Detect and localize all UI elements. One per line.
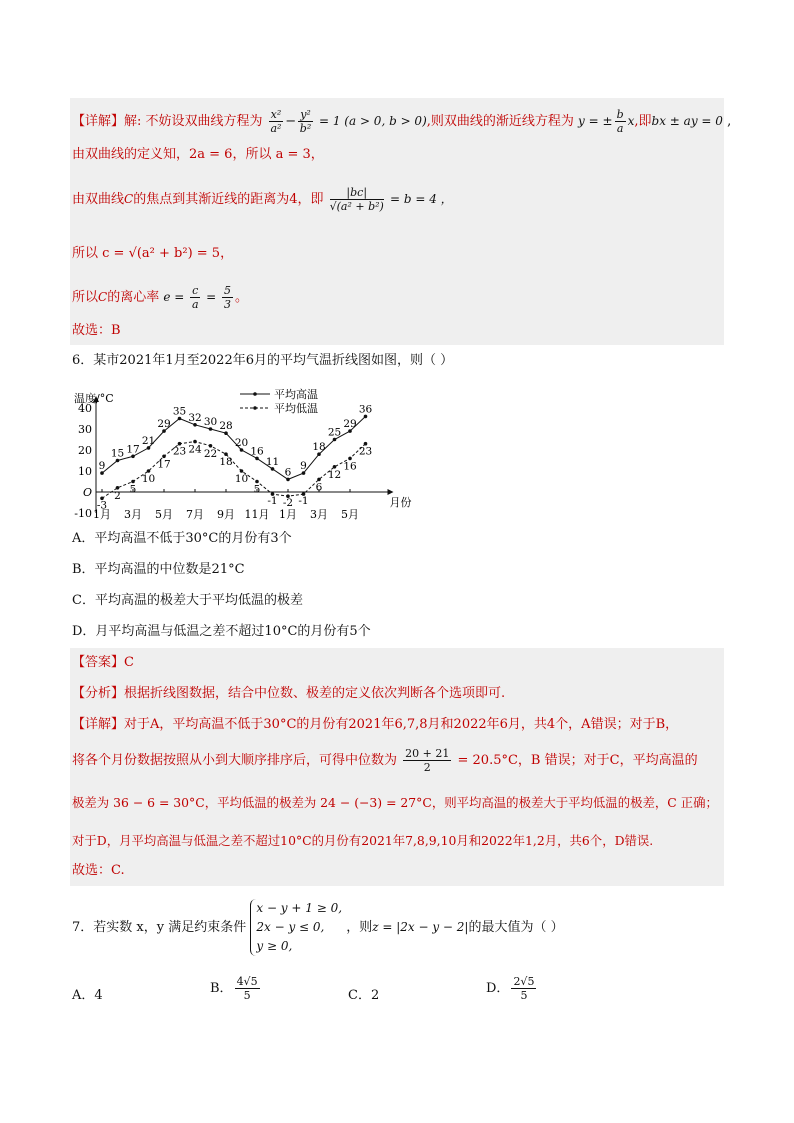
- legend-marker: [253, 392, 257, 396]
- data-label-high: 25: [327, 426, 342, 439]
- q7-option-c: C．2: [348, 988, 380, 1003]
- constraint-1: x − y + 1 ≥ 0,: [256, 901, 343, 915]
- q5-line3: 由双曲线C的焦点到其渐近线的距离为4，即 $\frac{|bc|}{\text{√(a² + b²)}}$ = b = 4 ，: [72, 186, 453, 213]
- q5-detail-tag: 【详解】: [72, 114, 125, 129]
- data-label-low: 5: [253, 483, 261, 496]
- q6-detail-line2: [72, 744, 698, 778]
- q6-detail1: 对于A，平均高温不低于30°C的月份有2021年6,7,8月和2022年6月，共4个，A错误；对于B，: [124, 717, 679, 732]
- q5-line3-b: 的焦点到其渐近线的距离为4，即: [133, 192, 324, 207]
- y-tick-label: 20: [78, 444, 92, 457]
- legend-label: 平均高温: [274, 388, 318, 401]
- eccentricity-eq: e = $\frac{c}{a}$ = $\frac{5}{3}$: [163, 284, 232, 311]
- q7-option-b-num: 4√5: [236, 975, 258, 988]
- data-label-low: 23: [172, 445, 187, 458]
- data-label-high: 20: [234, 437, 249, 449]
- q7-option-a: A．4: [72, 988, 103, 1003]
- y-tick-label: O: [82, 486, 92, 499]
- series-line-high: [102, 416, 366, 479]
- q6-detail2-a: 将各个月份数据按照从小到大顺序排序后，可得中位数为: [72, 753, 398, 768]
- legend-label: 平均低温: [274, 402, 318, 415]
- q7-stem-a: 7．若实数 x，y 满足约束条件: [72, 920, 247, 935]
- q6-analysis-text: 根据折线图数据，结合中位数、极差的定义依次判断各个选项即可.: [124, 686, 506, 701]
- data-label-high: 29: [157, 418, 171, 431]
- data-label-high: 32: [188, 411, 202, 424]
- q6-stem: 6．某市2021年1月至2022年6月的平均气温折线图如图，则（ ）: [72, 353, 454, 368]
- data-label-low: -1: [267, 495, 278, 508]
- q6-detail-line4: 对于D，月平均高温与低温之差不超过10°C的月份有2021年7,8,9,10月和2022年1,2月，共6个，D错误.: [72, 833, 654, 848]
- q7-option-b-label: B．: [210, 981, 233, 996]
- q5-line4: 所以 c = √(a² + b²) = 5，: [72, 246, 234, 261]
- q6-option-c: C．平均高温的极差大于平均低温的极差: [72, 593, 303, 608]
- constraint-system: [250, 899, 342, 956]
- q5-line1-b: ,则双曲线的渐近线方程为: [426, 114, 574, 129]
- median-frac-den: 2: [423, 761, 431, 774]
- data-label-low: 23: [358, 445, 373, 458]
- x-tick-label: 3月: [310, 508, 328, 520]
- q7-option-d-label: D．: [486, 981, 510, 996]
- q5-line1-c: ,即: [634, 114, 652, 129]
- q6-analysis-tag: 【分析】: [72, 686, 125, 701]
- data-label-low: 5: [129, 483, 137, 496]
- q7-stem-expr: z = |2x − y − 2|: [372, 920, 469, 934]
- constraint-2: 2x − y ≤ 0,: [256, 920, 325, 934]
- x-tick-label: 9月: [217, 508, 235, 520]
- q5-line2: 由双曲线的定义知，2a = 6，所以 a = 3，: [72, 147, 324, 162]
- q6-analysis: [72, 685, 505, 703]
- q7-option-b-den: 5: [243, 989, 251, 1002]
- median-frac-num: 20 + 21: [405, 747, 450, 760]
- q6-option-a: A．平均高温不低于30°C的月份有3个: [72, 531, 292, 546]
- q6-detail-tag: 【详解】: [72, 717, 125, 732]
- q5-line3-c: = b = 4 ，: [390, 192, 453, 206]
- x-axis-label: 月份: [389, 496, 412, 509]
- x-tick-label: 3月: [124, 508, 142, 520]
- data-label-high: 30: [203, 416, 218, 428]
- q6-option-b: B．平均高温的中位数是21°C: [72, 562, 245, 577]
- y-tick-label: 40: [78, 402, 92, 415]
- data-label-high: 16: [250, 445, 264, 458]
- x-tick-label: 5月: [155, 508, 173, 520]
- q5-line3-a: 由双曲线: [72, 192, 125, 207]
- y-tick-label: -10: [74, 507, 92, 520]
- q6-detail-line3: [72, 794, 718, 812]
- data-label-high: 11: [265, 455, 280, 468]
- x-tick-label: 7月: [186, 508, 204, 520]
- hyperbola-x-term: $\frac{\text{x²}}{\text{a²}}$: [270, 108, 282, 135]
- q5-line1-eq: = 1 (a > 0, b > 0): [318, 114, 427, 128]
- data-label-low: 6: [315, 481, 323, 494]
- q5-line1-a: 解: 不妨设双曲线方程为: [124, 114, 263, 129]
- q7-option-d: [486, 975, 538, 1002]
- q7-stem: [72, 897, 564, 957]
- data-label-low: 16: [343, 460, 357, 473]
- data-label-high: 28: [219, 420, 233, 433]
- q5-line5-a: 所以: [72, 290, 99, 305]
- q5-detail-line1: 【详解】解: 不妨设双曲线方程为 $\frac{\text{x²}}{\text{a²}}$ − $\frac{\text{y²}}{\text{b²}}$ = 1 (a > 0, b > 0),则双曲线的渐近线方程为 y = ± $\frac{b}{a}$ x,即bx ± ay = 0 ,: [72, 108, 732, 135]
- q7-stem-c: 的最大值为（ ）: [468, 920, 564, 935]
- x-tick-label: 1月: [279, 508, 297, 520]
- data-label-low: -1: [298, 495, 309, 508]
- y-axis-label: 温度/°C: [74, 392, 114, 405]
- q5-answer: 故选：B: [72, 323, 121, 338]
- legend-marker: [253, 406, 257, 410]
- constraint-3: y ≥ 0,: [256, 939, 293, 953]
- q5-line1-asym: bx ± ay = 0: [651, 114, 723, 128]
- q5-line5-b: 的离心率: [107, 290, 160, 305]
- q7-option-d-den: 5: [520, 989, 528, 1002]
- distance-frac: $\frac{|bc|}{\text{√(a² + b²)}}$: [329, 186, 384, 213]
- q6-detail-line1: [72, 716, 678, 734]
- y-tick-label: 10: [78, 465, 92, 478]
- data-label-low: 2: [114, 489, 121, 502]
- q7-stem-b: ，则: [346, 920, 373, 935]
- data-label-low: 22: [203, 447, 218, 460]
- data-label-low: 24: [188, 443, 202, 456]
- series-line-low: [102, 442, 366, 499]
- data-label-high: 15: [110, 447, 125, 460]
- hyperbola-y-term: $\frac{\text{y²}}{\text{b²}}$: [299, 108, 312, 135]
- data-label-high: 17: [126, 443, 140, 456]
- q6-detail3-a: 极差为 36 − 6 = 30°C，平均低温的极差为 24 − (−3) = 27°C，则: [72, 795, 457, 810]
- asymptote-eq: y = ± $\frac{b}{a}$ x: [578, 108, 635, 135]
- x-tick-label: 5月: [341, 508, 359, 520]
- q7-option-b: [210, 975, 262, 1002]
- data-label-low: 10: [234, 473, 249, 485]
- q5-line5-c: 。: [235, 290, 249, 305]
- q6-detail3-b: 平均高温的极差大于平均低温的极差，C 正确；: [456, 795, 718, 810]
- q6-option-d: D．月平均高温与低温之差不超过10°C的月份有5个: [72, 624, 371, 639]
- data-label-low: 18: [219, 456, 233, 469]
- temperature-line-chart: [72, 378, 412, 520]
- data-label-high: 29: [343, 418, 357, 431]
- data-label-high: 9: [98, 460, 106, 473]
- data-label-high: 18: [312, 441, 326, 454]
- data-label-low: -3: [96, 499, 108, 512]
- y-tick-label: 30: [78, 423, 92, 436]
- data-label-high: 21: [141, 434, 156, 447]
- data-label-low: 10: [141, 473, 156, 485]
- x-tick-label: 11月: [244, 508, 270, 520]
- median-frac: [403, 747, 451, 774]
- q6-answer: 【答案】C: [72, 655, 134, 670]
- data-label-low: 12: [327, 468, 342, 481]
- data-label-high: 6: [284, 466, 292, 479]
- data-label-high: 9: [300, 460, 307, 473]
- q7-option-d-num: 2√5: [513, 975, 535, 988]
- q6-answer-line: 故选：C.: [72, 863, 125, 878]
- q6-detail2-b: = 20.5°C，B 错误；对于C，平均高温的: [457, 753, 698, 768]
- data-label-low: -2: [282, 497, 294, 510]
- x-axis-arrow: [388, 489, 394, 495]
- x-tick-label: 1月: [93, 508, 111, 520]
- data-label-low: 17: [157, 458, 171, 471]
- q5-line5: 所以C的离心率 e = $\frac{c}{a}$ = $\frac{5}{3}$ 。: [72, 284, 249, 311]
- data-label-high: 35: [172, 405, 187, 418]
- data-label-high: 36: [358, 403, 373, 416]
